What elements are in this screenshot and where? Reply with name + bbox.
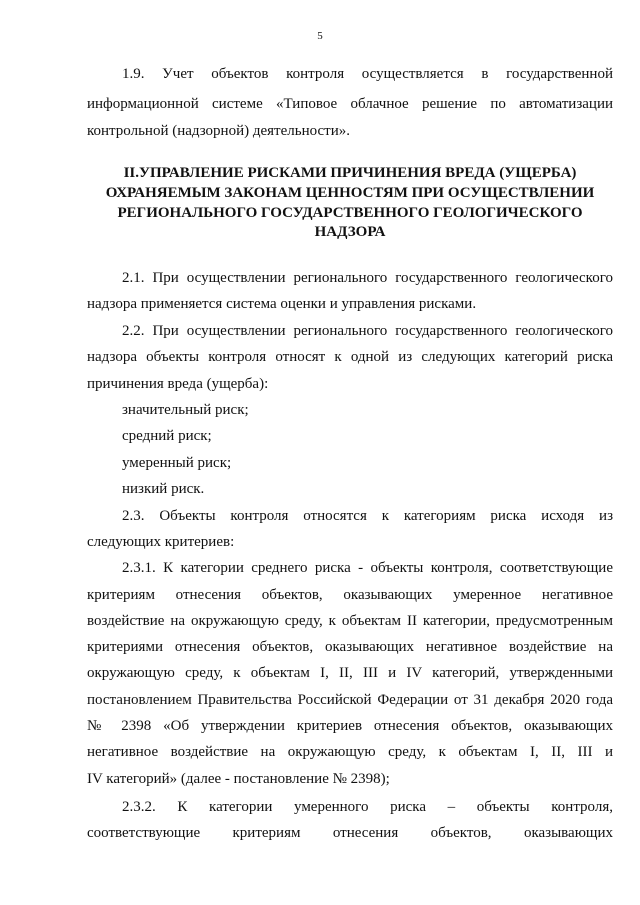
para-2-3-1-line-9: IV категорий» (далее - постановление № 2398); <box>87 771 390 787</box>
para-2-1-line-1: 2.1. При осуществлении регионального государственного геологического <box>122 270 613 286</box>
para-2-1-line-2: надзора применяется система оценки и управления рисками. <box>87 296 477 312</box>
section-heading-line-3: РЕГИОНАЛЬНОГО ГОСУДАРСТВЕННОГО ГЕОЛОГИЧЕСКОГО <box>117 205 583 221</box>
para-2-3-1-line-7: № 2398 «Об утверждении критериев отнесения объектов, оказывающих <box>87 718 613 734</box>
para-2-3-2-line-2: соответствующие критериям отнесения объектов, оказывающих <box>87 825 613 841</box>
risk-category-item: значительный риск; <box>122 402 249 418</box>
section-heading-line-4: НАДЗОРА <box>314 224 386 240</box>
para-2-3-1-line-5: окружающую среду, к объектам I, II, III и IV категорий, утвержденными <box>87 665 613 681</box>
section-heading-line-2: ОХРАНЯЕМЫМ ЗАКОНАМ ЦЕННОСТЯМ ПРИ ОСУЩЕСТВЛЕНИИ <box>105 185 595 201</box>
section-heading-line-1: II.УПРАВЛЕНИЕ РИСКАМИ ПРИЧИНЕНИЯ ВРЕДА (УЩЕРБА) <box>123 165 577 181</box>
para-2-3-1-line-1: 2.3.1. К категории среднего риска - объекты контроля, соответствующие <box>122 560 613 576</box>
para-2-3-1-line-3: воздействие на окружающую среду, к объектам II категории, предусмотренным <box>87 613 613 629</box>
para-1-9-line-3: контрольной (надзорной) деятельности». <box>87 123 350 139</box>
para-2-2-line-1: 2.2. При осуществлении регионального государственного геологического <box>122 323 613 339</box>
para-2-3-1-line-8: негативное воздействие на окружающую среду, к объектам I, II, III и <box>87 744 613 760</box>
risk-category-item: умеренный риск; <box>122 455 232 471</box>
para-2-3-line-1: 2.3. Объекты контроля относятся к категориям риска исходя из <box>122 508 613 524</box>
page-number: 5 <box>317 30 323 42</box>
para-1-9-line-2: информационной системе «Типовое облачное решение по автоматизации <box>87 96 613 112</box>
para-2-2-line-3: причинения вреда (ущерба): <box>87 376 269 392</box>
para-2-3-1-line-4: критериями отнесения объектов, оказывающих негативное воздействие на <box>87 639 613 655</box>
para-2-2-line-2: надзора объекты контроля относят к одной из следующих категорий риска <box>87 349 613 365</box>
para-1-9-line-1: 1.9. Учет объектов контроля осуществляется в государственной <box>122 66 613 82</box>
para-2-3-1-line-2: критериям отнесения объектов, оказывающих умеренное негативное <box>87 587 613 603</box>
para-2-3-1-line-6: постановлением Правительства Российской Федерации от 31 декабря 2020 года <box>87 692 613 708</box>
risk-category-item: низкий риск. <box>122 481 205 497</box>
para-2-3-line-2: следующих критериев: <box>87 534 235 550</box>
para-2-3-2-line-1: 2.3.2. К категории умеренного риска – объекты контроля, <box>122 799 613 815</box>
risk-category-item: средний риск; <box>122 428 212 444</box>
